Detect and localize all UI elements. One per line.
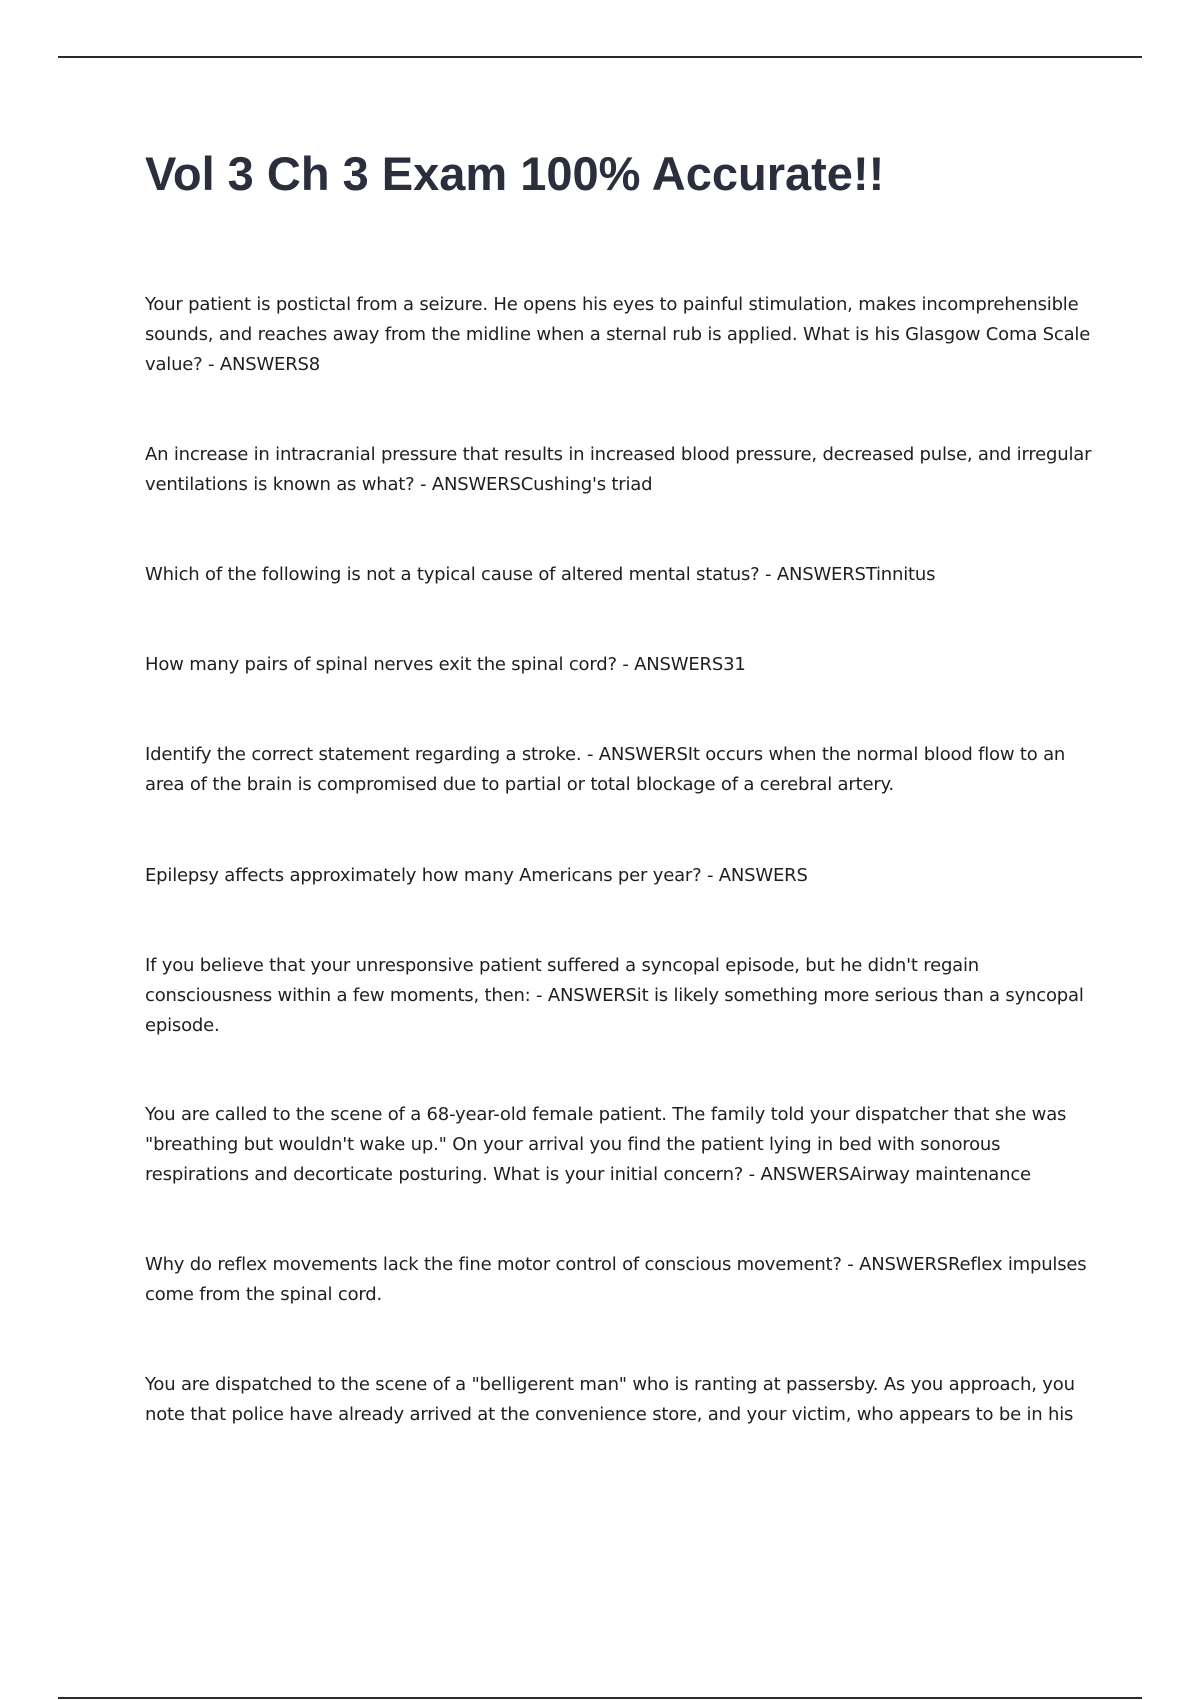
qa-item: You are called to the scene of a 68-year-old female patient. The family told your dispatcher that she was "breathing but wouldn't wake up." On your arrival you find the patient lying in bed with sonorous respirations and decorticate posturing. What is your initial concern? - ANSWERSAirway maintenance (145, 1104, 1067, 1185)
bottom-rule (58, 1697, 1142, 1699)
qa-item: Epilepsy affects approximately how many Americans per year? - ANSWERS (145, 865, 808, 886)
document-title: Vol 3 Ch 3 Exam 100% Accurate!! (145, 147, 885, 200)
qa-item: Why do reflex movements lack the fine motor control of conscious movement? - ANSWERSReflex impulses come from the spinal cord. (145, 1254, 1087, 1305)
qa-item: How many pairs of spinal nerves exit the spinal cord? - ANSWERS31 (145, 654, 746, 675)
qa-item: Identify the correct statement regarding a stroke. - ANSWERSIt occurs when the normal blood flow to an area of the brain is compromised due to partial or total blockage of a cerebral artery. (145, 744, 1066, 795)
qa-item: Your patient is postictal from a seizure. He opens his eyes to painful stimulation, makes incomprehensible sounds, and reaches away from the midline when a sternal rub is applied. What is his Glasgow Coma Scale value? - ANSWERS8 (145, 294, 1091, 375)
qa-item: Which of the following is not a typical cause of altered mental status? - ANSWERSTinnitus (145, 564, 936, 585)
qa-item: An increase in intracranial pressure that results in increased blood pressure, decreased pulse, and irregular ventilations is known as what? - ANSWERSCushing's triad (145, 444, 1092, 495)
top-rule (58, 56, 1142, 58)
qa-item: If you believe that your unresponsive patient suffered a syncopal episode, but he didn't regain consciousness within a few moments, then: - ANSWERSit is likely something more serious than a syncopal episode. (145, 955, 1084, 1036)
qa-item: You are dispatched to the scene of a "belligerent man" who is ranting at passersby. As you approach, you note that police have already arrived at the convenience store, and your victim, who appears to be in his (145, 1374, 1075, 1425)
